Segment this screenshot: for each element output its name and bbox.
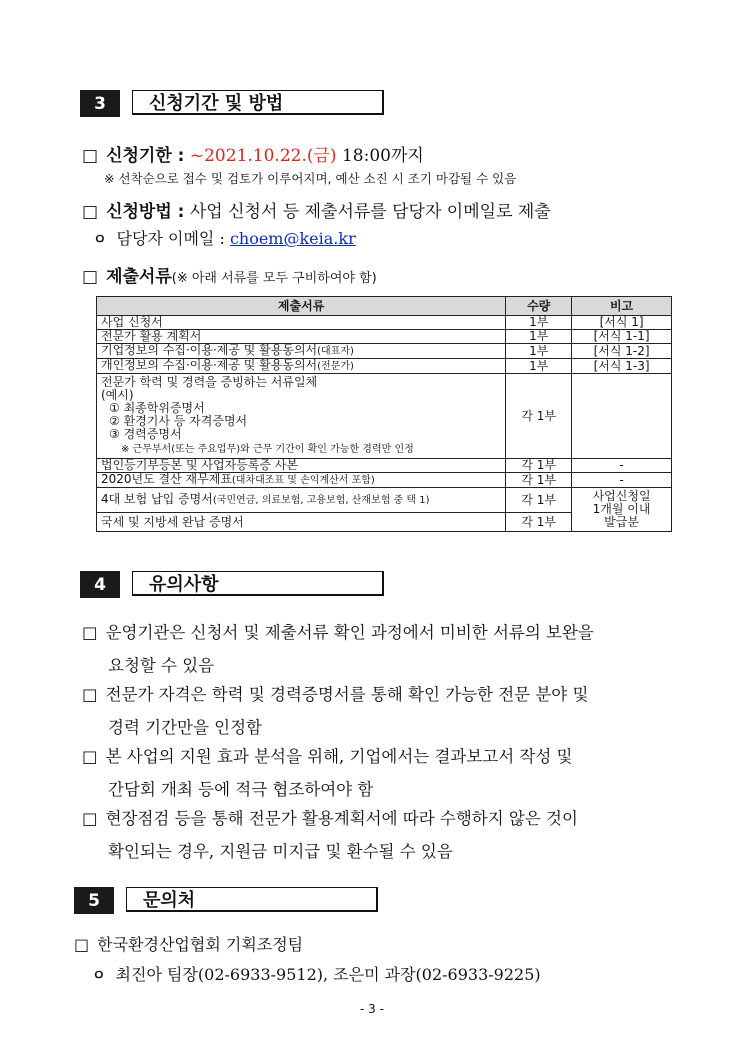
doc-small-text: (국민연금, 의료보험, 고용보험, 산재보험 중 택 1) <box>212 495 430 506</box>
doc-cell: 법인등기부등본 및 사업자등록증 사본 <box>97 459 506 473</box>
doc-cell <box>97 488 506 513</box>
note-cell: - <box>572 459 672 473</box>
table-row <box>97 344 672 359</box>
notice-line: 전문가 자격은 학력 및 경력증명서를 통해 확인 가능한 전문 분야 및 <box>105 685 589 704</box>
notice-item-2 <box>82 678 682 744</box>
deadline-note: ※ 선착순으로 접수 및 검토가 이루어지며, 예산 소진 시 조기 마감될 수 있음 <box>104 171 517 186</box>
expert-item3: ③ 경력증명서 <box>109 427 182 441</box>
notice-line: 본 사업의 지원 효과 분석을 위해, 기업에서는 결과보고서 작성 및 <box>105 747 573 766</box>
doc-cell <box>97 344 506 359</box>
doc-text: 4대 보험 납입 증명서 <box>101 492 213 506</box>
checkbox-icon: □ <box>82 267 99 287</box>
deadline-label: 신청기한 : <box>106 146 185 166</box>
note-cell: [서식 1-2] <box>572 344 672 359</box>
doc-cell <box>97 374 506 459</box>
section-5-title: 문의처 <box>126 887 378 912</box>
checkbox-icon: □ <box>82 202 99 222</box>
circle-bullet-icon: ㅇ <box>92 968 106 984</box>
section-5-number: 5 <box>74 887 114 914</box>
doc-cell: 사업 신청서 <box>97 316 506 330</box>
note-cell-merged <box>572 488 672 532</box>
contact-persons: 최진아 팀장(02-6933-9512), 조은미 과장(02-6933-9225) <box>115 965 541 984</box>
header-qty: 수량 <box>506 297 572 316</box>
doc-small-text: (대표자) <box>317 346 354 357</box>
doc-cell <box>97 359 506 374</box>
qty-cell: 각 1부 <box>506 459 572 473</box>
section-4-title: 유의사항 <box>132 571 384 596</box>
header-note: 비고 <box>572 297 672 316</box>
qty-cell: 1부 <box>506 344 572 359</box>
expert-line2: (예시) <box>101 388 134 402</box>
documents-table <box>96 296 672 532</box>
table-row <box>97 330 672 344</box>
method-label: 신청방법 : <box>106 202 185 222</box>
circle-bullet-icon: ㅇ <box>93 232 107 248</box>
note-cell: [서식 1-1] <box>572 330 672 344</box>
docs-line <box>82 262 377 287</box>
table-row-expert-docs <box>97 374 672 459</box>
notice-line: 현장점검 등을 통해 전문가 활용계획서에 따라 수행하지 않은 것이 <box>105 809 578 828</box>
checkbox-icon: □ <box>82 146 99 166</box>
method-line <box>82 197 551 222</box>
qty-cell: 1부 <box>506 330 572 344</box>
table-row <box>97 359 672 374</box>
notice-item-1 <box>82 616 682 682</box>
deadline-value: ~2021.10.22.(금) <box>189 146 337 166</box>
contact-org: 한국환경산업협회 기획조정팀 <box>97 935 304 954</box>
notice-line: 운영기관은 신청서 및 제출서류 확인 과정에서 미비한 서류의 보완을 <box>105 623 594 642</box>
email-label: 담당자 이메일 : <box>116 229 225 248</box>
checkbox-icon: □ <box>82 809 98 828</box>
qty-cell: 1부 <box>506 316 572 330</box>
expert-line1: 전문가 학력 및 경력을 증빙하는 서류일체 <box>101 375 318 389</box>
notice-line: 경력 기간만을 인정함 <box>108 718 262 737</box>
merged-note-line1: 사업신청일 <box>592 489 651 503</box>
checkbox-icon: □ <box>82 685 98 704</box>
expert-sub-note: ※ 근무부서(또는 주요업무)와 근무 기간이 확인 가능한 경력만 인정 <box>121 444 414 455</box>
doc-small-text: (대차대조표 및 손익계산서 포함) <box>231 475 375 486</box>
doc-cell: 국세 및 지방세 완납 증명서 <box>97 513 506 532</box>
checkbox-icon: □ <box>82 623 98 642</box>
table-row <box>97 316 672 330</box>
note-cell: - <box>572 473 672 488</box>
qty-cell: 각 1부 <box>506 513 572 532</box>
docs-label: 제출서류 <box>106 267 172 287</box>
note-cell <box>572 374 672 459</box>
note-cell: [서식 1] <box>572 316 672 330</box>
qty-cell: 각 1부 <box>506 473 572 488</box>
checkbox-icon: □ <box>74 935 90 954</box>
notice-line: 간담회 개최 등에 적극 협조하여야 함 <box>108 780 374 799</box>
table-header-row <box>97 297 672 316</box>
contact-org-line <box>74 932 303 955</box>
table-row <box>97 488 672 513</box>
section-4-number: 4 <box>80 571 120 598</box>
method-text: 사업 신청서 등 제출서류를 담당자 이메일로 제출 <box>189 202 551 222</box>
merged-note-line3: 발급분 <box>604 515 639 529</box>
notice-line: 확인되는 경우, 지원금 미지급 및 환수될 수 있음 <box>108 842 453 861</box>
docs-note: (※ 아래 서류를 모두 구비하여야 함) <box>171 271 377 286</box>
section-3-number: 3 <box>80 90 120 117</box>
email-link[interactable]: choem@keia.kr <box>229 229 356 248</box>
notice-item-3 <box>82 740 682 806</box>
contact-persons-line <box>92 962 541 985</box>
note-cell: [서식 1-3] <box>572 359 672 374</box>
doc-text: 개인정보의 수집·이용·제공 및 활용동의서 <box>101 358 318 372</box>
merged-note-line2: 1개월 이내 <box>592 502 651 516</box>
deadline-line <box>82 141 424 166</box>
table-row <box>97 459 672 473</box>
qty-cell: 각 1부 <box>506 374 572 459</box>
expert-item2: ② 환경기사 등 자격증명서 <box>109 414 248 428</box>
qty-cell: 1부 <box>506 359 572 374</box>
doc-text: 기업정보의 수집·이용·제공 및 활용동의서 <box>101 343 318 357</box>
section-3-title: 신청기간 및 방법 <box>132 90 384 115</box>
deadline-time: 18:00까지 <box>341 146 424 166</box>
doc-cell <box>97 473 506 488</box>
notice-item-4 <box>82 802 682 868</box>
doc-cell: 전문가 활용 계획서 <box>97 330 506 344</box>
page-number: - 3 - <box>360 1002 384 1016</box>
expert-item1: ① 최종학위증명서 <box>109 401 205 415</box>
email-line <box>93 226 356 249</box>
header-doc: 제출서류 <box>97 297 506 316</box>
doc-text: 2020년도 결산 재무제표 <box>101 472 232 486</box>
table-row <box>97 473 672 488</box>
checkbox-icon: □ <box>82 747 98 766</box>
notice-line: 요청할 수 있음 <box>108 656 215 675</box>
doc-small-text: (전문가) <box>317 361 354 372</box>
qty-cell: 각 1부 <box>506 488 572 513</box>
